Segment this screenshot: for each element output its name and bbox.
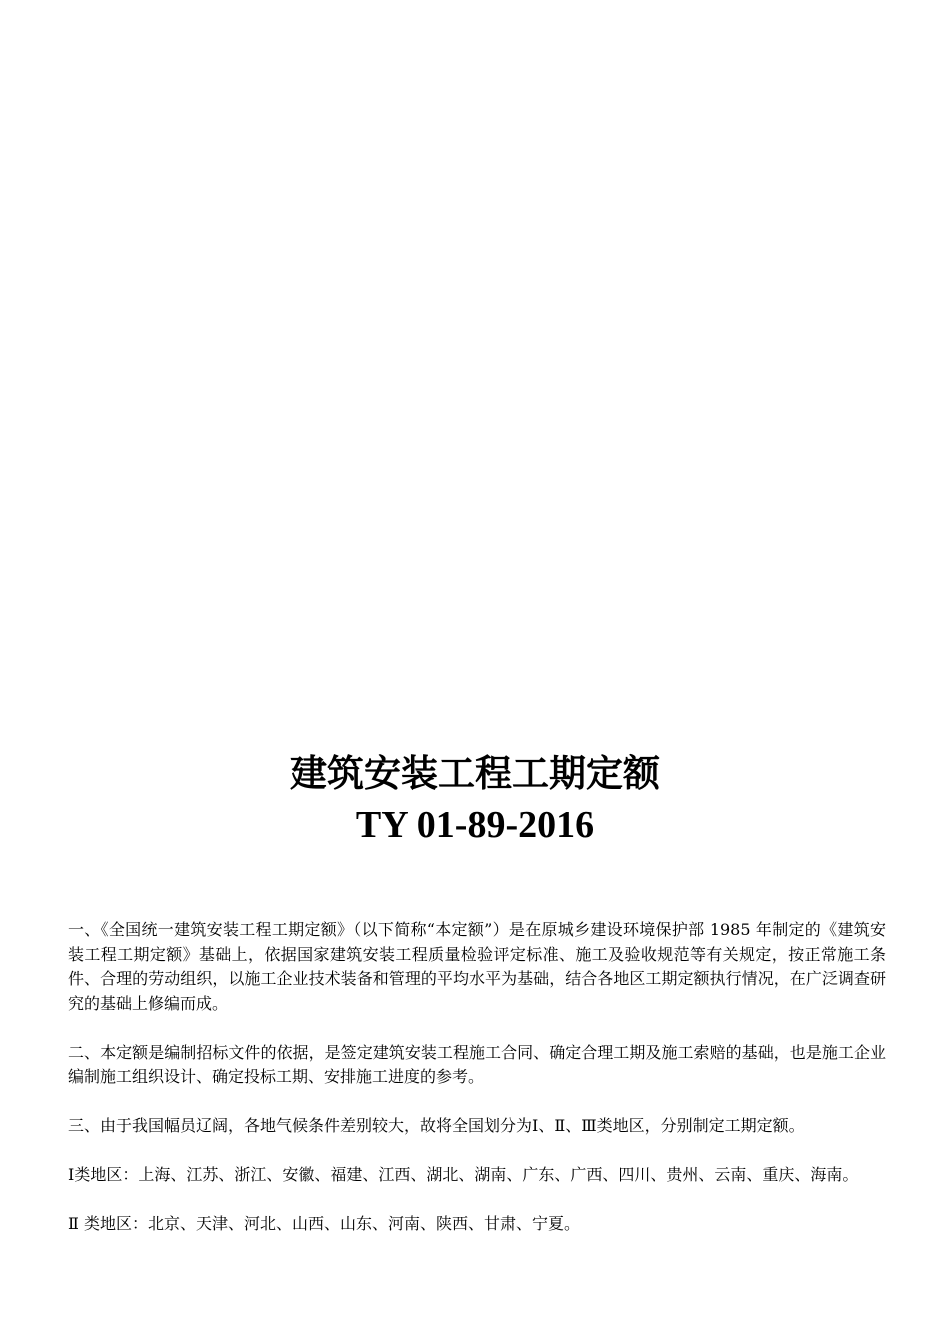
paragraph-2: 二、本定额是编制招标文件的依据，是签定建筑安装工程施工合同、确定合理工期及施工索赔的基础，也是施工企业编制施工组织设计、确定投标工期、安排施工进度的参考。: [68, 1042, 886, 1086]
document-body: [68, 918, 886, 1261]
region-class-2: Ⅱ 类地区：北京、天津、河北、山西、山东、河南、陕西、甘肃、宁夏。: [68, 1214, 580, 1233]
region-class-1: Ⅰ类地区：上海、江苏、浙江、安徽、福建、江西、湖北、湖南、广东、广西、四川、贵州、云南、重庆、海南。: [68, 1165, 859, 1184]
document-title: 建筑安装工程工期定额: [290, 751, 660, 795]
title-block: [0, 748, 950, 850]
document-code: TY 01-89-2016: [355, 804, 595, 846]
paragraph-3: 三、由于我国幅员辽阔，各地气候条件差别较大，故将全国划分为Ⅰ、Ⅱ、Ⅲ类地区，分别制定工期定额。: [68, 1116, 805, 1135]
paragraph-1: 一、《全国统一建筑安装工程工期定额》（以下简称“本定额”）是在原城乡建设环境保护部 1985 年制定的《建筑安装工程工期定额》基础上，依据国家建筑安装工程质量检验评定标准、施工及验收规范等有关规定，按正常施工条件、合理的劳动组织，以施工企业技术装备和管理的平均水平为基础，结合各地区工期定额执行情况，在广泛调查研究的基础上修编而成。: [68, 920, 886, 1013]
